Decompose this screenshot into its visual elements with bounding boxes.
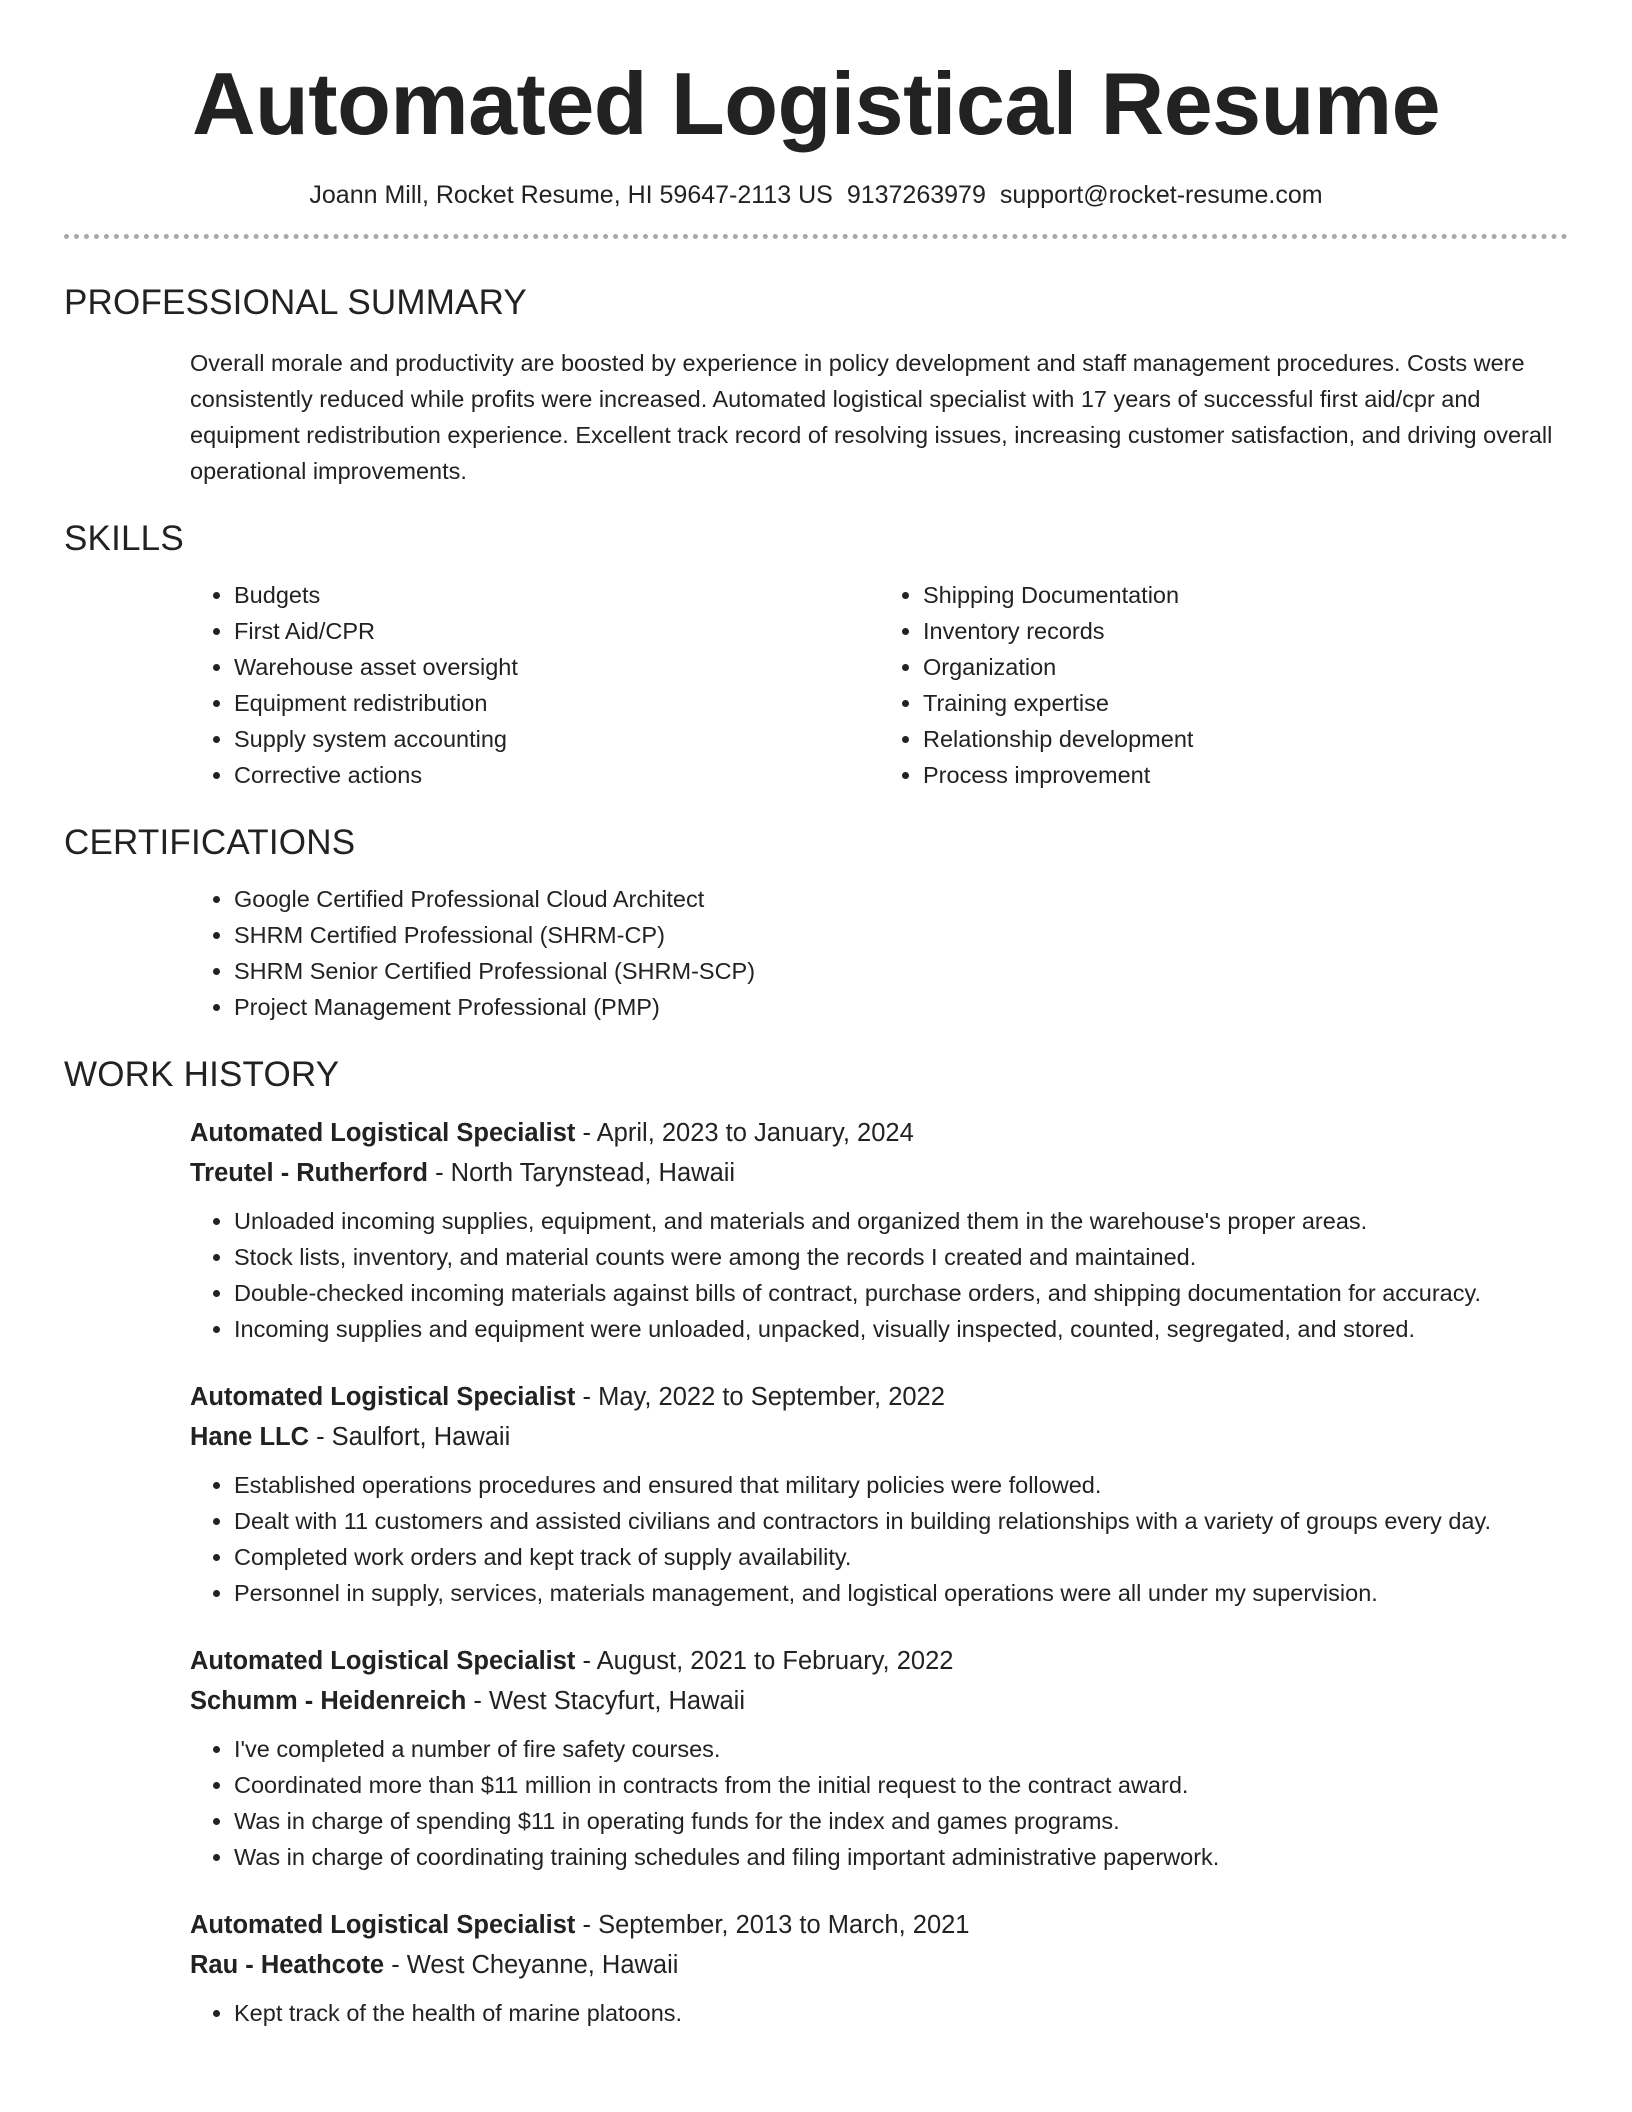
job-bullets	[190, 1731, 1568, 1875]
job-bullet: • Unloaded incoming supplies, equipment, and materials and organized them in the warehouse's proper areas.	[234, 1203, 1568, 1239]
skills-columns	[190, 577, 1568, 793]
header-divider	[64, 234, 1568, 239]
skill-item: • Warehouse asset oversight	[234, 649, 879, 685]
job-company-line	[190, 1681, 1568, 1721]
job-dates: - September, 2013 to March, 2021	[575, 1910, 970, 1939]
job-company-line	[190, 1945, 1568, 1985]
skill-item: • Budgets	[234, 577, 879, 613]
job-entry	[190, 1377, 1568, 1611]
certification-item: • SHRM Senior Certified Professional (SHRM-SCP)	[234, 953, 1568, 989]
job-title-line	[190, 1377, 1568, 1417]
skills-section	[64, 519, 1568, 793]
skill-item: • Process improvement	[923, 757, 1568, 793]
job-bullets	[190, 1995, 1568, 2031]
job-bullet: • Coordinated more than $11 million in contracts from the initial request to the contract award.	[234, 1767, 1568, 1803]
certifications-list	[190, 881, 1568, 1025]
job-bullet: • I've completed a number of fire safety courses.	[234, 1731, 1568, 1767]
summary-section	[64, 283, 1568, 489]
job-location: - West Cheyanne, Hawaii	[384, 1950, 679, 1979]
job-dates: - May, 2022 to September, 2022	[575, 1382, 945, 1411]
job-company-line	[190, 1153, 1568, 1193]
skill-item: • First Aid/CPR	[234, 613, 879, 649]
certifications-list-wrap	[190, 881, 1568, 1025]
certification-item: • Google Certified Professional Cloud Architect	[234, 881, 1568, 917]
job-title: Automated Logistical Specialist	[190, 1118, 576, 1147]
job-bullet: • Double-checked incoming materials against bills of contract, purchase orders, and shipping documentation for accuracy.	[234, 1275, 1568, 1311]
job-location: - Saulfort, Hawaii	[309, 1422, 511, 1451]
certification-item: • Project Management Professional (PMP)	[234, 989, 1568, 1025]
job-entry	[190, 1113, 1568, 1347]
resume-title: Automated Logistical Resume	[191, 54, 1441, 153]
job-title: Automated Logistical Specialist	[190, 1646, 576, 1675]
skill-item: • Organization	[923, 649, 1568, 685]
job-bullet: • Incoming supplies and equipment were unloaded, unpacked, visually inspected, counted, segregated, and stored.	[234, 1311, 1568, 1347]
job-location: - West Stacyfurt, Hawaii	[466, 1686, 746, 1715]
skills-right-list	[879, 577, 1568, 793]
job-dates: - August, 2021 to February, 2022	[575, 1646, 954, 1675]
contact-phone: 9137263979	[846, 180, 986, 209]
job-bullets	[190, 1203, 1568, 1347]
job-company: Rau - Heathcote	[190, 1950, 385, 1979]
job-company: Schumm - Heidenreich	[190, 1686, 467, 1715]
contact-email: support@rocket-resume.com	[999, 180, 1323, 209]
contact-address: Joann Mill, Rocket Resume, HI 59647-2113 US	[309, 180, 833, 209]
summary-text: Overall morale and productivity are boosted by experience in policy development and staff management procedures. Costs were consistently reduced while profits were increased. Automated logistical specialist with 17 years of successful first aid/cpr and equipment redistribution experience. Excellent track record of resolving issues, increasing customer satisfaction, and driving overall operational improvements.	[190, 349, 1553, 484]
certification-item: • SHRM Certified Professional (SHRM-CP)	[234, 917, 1568, 953]
job-title-line	[190, 1641, 1568, 1681]
work-history-heading: WORK HISTORY	[64, 1054, 340, 1094]
job-company: Hane LLC	[190, 1422, 310, 1451]
certifications-heading: CERTIFICATIONS	[64, 822, 356, 862]
job-title-line	[190, 1113, 1568, 1153]
job-dates: - April, 2023 to January, 2024	[575, 1118, 914, 1147]
job-title-line	[190, 1905, 1568, 1945]
job-company-line	[190, 1417, 1568, 1457]
certifications-section	[64, 823, 1568, 1025]
job-entry	[190, 1905, 1568, 2031]
skill-item: • Relationship development	[923, 721, 1568, 757]
job-bullet: • Dealt with 11 customers and assisted civilians and contractors in building relationships with a variety of groups every day.	[234, 1503, 1568, 1539]
skill-item: • Shipping Documentation	[923, 577, 1568, 613]
skills-heading: SKILLS	[64, 518, 184, 558]
job-company: Treutel - Rutherford	[190, 1158, 429, 1187]
work-history-section	[64, 1055, 1568, 2031]
skill-item: • Supply system accounting	[234, 721, 879, 757]
skill-item: • Corrective actions	[234, 757, 879, 793]
job-entry	[190, 1641, 1568, 1875]
job-bullet: • Was in charge of spending $11 in operating funds for the index and games programs.	[234, 1803, 1568, 1839]
skill-item: • Training expertise	[923, 685, 1568, 721]
job-bullet: • Personnel in supply, services, materials management, and logistical operations were all under my supervision.	[234, 1575, 1568, 1611]
job-title: Automated Logistical Specialist	[190, 1382, 576, 1411]
job-bullet: • Stock lists, inventory, and material counts were among the records I created and maintained.	[234, 1239, 1568, 1275]
skill-item: • Equipment redistribution	[234, 685, 879, 721]
job-bullets	[190, 1467, 1568, 1611]
skills-left-list	[190, 577, 879, 793]
job-bullet: • Was in charge of coordinating training schedules and filing important administrative paperwork.	[234, 1839, 1568, 1875]
job-bullet: • Completed work orders and kept track of supply availability.	[234, 1539, 1568, 1575]
job-title: Automated Logistical Specialist	[190, 1910, 576, 1939]
job-bullet: • Established operations procedures and ensured that military policies were followed.	[234, 1467, 1568, 1503]
job-location: - North Tarynstead, Hawaii	[428, 1158, 736, 1187]
summary-heading: PROFESSIONAL SUMMARY	[64, 282, 527, 322]
contact-line	[64, 181, 1568, 210]
job-bullet: • Kept track of the health of marine platoons.	[234, 1995, 1568, 2031]
resume-page	[64, 0, 1568, 2031]
skill-item: • Inventory records	[923, 613, 1568, 649]
